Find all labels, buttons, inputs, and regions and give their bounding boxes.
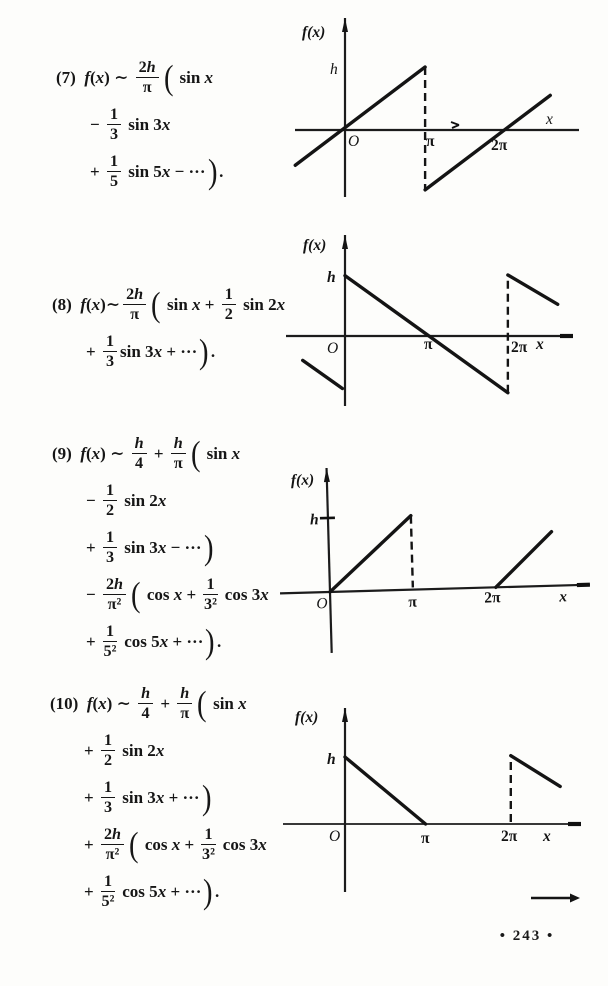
- axis-label-xtick-pi: π: [426, 133, 435, 150]
- axis-label-ytick-h: h: [330, 61, 338, 78]
- formula-7: [56, 54, 223, 195]
- curve-segment-solid: [303, 360, 343, 388]
- curve-segment-solid: [511, 756, 560, 787]
- axis-label-origin: O: [316, 595, 328, 613]
- formula-line: + $\frac{2h}{\text{π²}}$ ( cos x + $\frac{1}{\text{3²}}$ cos 3 x: [84, 824, 267, 864]
- axis-label-xtick-2pi: 2π: [483, 589, 501, 607]
- page-number: • 243 •: [499, 928, 555, 944]
- axis-label-xlabel: x: [546, 111, 553, 128]
- y-axis: [327, 468, 332, 653]
- formula-10: [50, 680, 267, 915]
- axis-label-xlabel: x: [536, 336, 544, 353]
- axis-label-xlabel: x: [558, 588, 568, 606]
- y-axis-arrow-icon: [324, 468, 330, 482]
- curve-segment-solid: [328, 516, 413, 592]
- formula-line: (7) f ( x ) ∼ $\frac{2h}{\pi}$ ( sin x: [56, 57, 214, 97]
- corner-arrow-mark: [531, 892, 583, 904]
- axis-label-ytick-h: h: [327, 269, 336, 286]
- curve-segment-solid: [345, 757, 426, 824]
- axis-label-ylabel: f(x): [302, 24, 326, 41]
- formula-line: + $\frac{1}{3}$ sin 3 x + ··· ): [84, 777, 212, 817]
- axis-label-xtick-pi: π: [421, 830, 430, 847]
- axis-label-xtick-2pi: 2π: [501, 828, 518, 845]
- y-axis-arrow-icon: [342, 708, 348, 722]
- formula-9: [52, 430, 269, 665]
- formula-line: − $\frac{1}{3}$ sin 3 x: [90, 105, 171, 143]
- axis-label-ytick-h: h: [327, 751, 336, 768]
- formula-line: − $\frac{2h}{\text{π²}}$ ( cos x + $\frac{1}{\text{3²}}$ cos 3 x: [86, 574, 269, 614]
- formula-line: + $\frac{1}{\text{5²}}$ cos 5 x + ··· ) .: [86, 621, 222, 661]
- axis-label-origin: O: [327, 340, 339, 357]
- formula-line: + $\frac{1}{5}$ sin 5 x − ··· ) .: [90, 151, 224, 191]
- curve-segment-dashed: [411, 516, 413, 588]
- axis-label-xtick-pi: π: [408, 593, 418, 611]
- axis-label-xtick-2pi: 2π: [511, 339, 528, 356]
- corner-arrowhead-icon: [570, 894, 580, 903]
- figure-9: [274, 448, 605, 662]
- axis-label-xlabel: x: [543, 828, 551, 845]
- x-axis: [280, 585, 590, 594]
- formula-8: [52, 281, 285, 375]
- axis-label-ylabel: f(x): [303, 237, 327, 254]
- figure-10: [283, 700, 593, 905]
- formula-line: + $\frac{1}{2}$ sin 2 x: [84, 731, 165, 769]
- formula-line: (8) f ( x )∼ $\frac{2h}{\pi}$ ( sin x + $\frac{1}{2}$ sin 2 x: [52, 284, 286, 324]
- axis-label-xtick-pi: π: [424, 336, 433, 353]
- formula-line: + $\frac{1}{3}$ sin 3 x − ··· ): [86, 527, 214, 567]
- formula-line: (10) f ( x ) ∼ $\frac{h}{4}$ + $\frac{h}{\pi}$ ( sin x: [50, 683, 247, 723]
- stray-mark: [452, 125, 459, 128]
- y-axis-arrow-icon: [342, 235, 348, 249]
- curve-segment-solid: [295, 67, 425, 165]
- formula-line: − $\frac{1}{2}$ sin 2 x: [86, 481, 167, 519]
- axis-label-origin: O: [329, 828, 341, 845]
- axis-label-ylabel: f(x): [295, 709, 319, 726]
- curve-segment-solid: [508, 275, 558, 304]
- figure-8: [283, 230, 578, 408]
- curve-segment-solid: [425, 95, 550, 190]
- formula-line: + $\frac{1}{3}$ sin 3 x + ··· ) .: [86, 331, 216, 371]
- y-axis-arrow-icon: [342, 18, 348, 32]
- axis-label-ylabel: f(x): [290, 471, 315, 489]
- curve-segment-solid: [494, 532, 553, 588]
- axis-label-origin: O: [348, 133, 360, 150]
- curve-segment-solid: [345, 276, 508, 393]
- formula-line: (9) f ( x ) ∼ $\frac{h}{4}$ + $\frac{h}{\pi}$ ( sin x: [52, 433, 241, 473]
- formula-line: + $\frac{1}{\text{5²}}$ cos 5 x + ··· ) .: [84, 871, 220, 911]
- figure-7: [288, 12, 588, 207]
- axis-label-xtick-2pi: 2π: [491, 137, 508, 154]
- axis-label-ytick-h: h: [309, 511, 319, 529]
